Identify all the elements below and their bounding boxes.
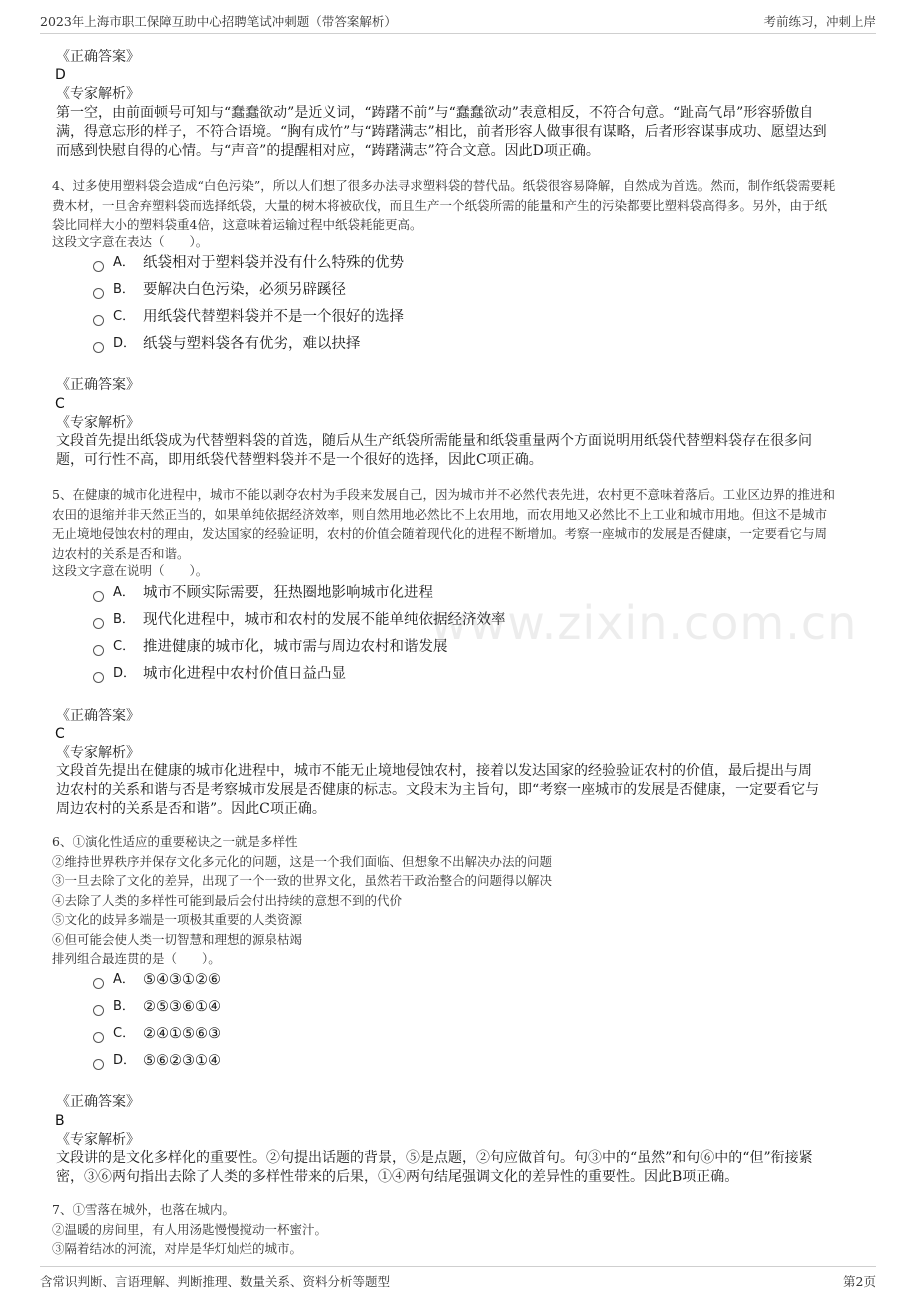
option-text: 用纸袋代替塑料袋并不是一个很好的选择: [143, 309, 404, 325]
expl-line: 文段首先提出纸袋成为代替塑料袋的首选，随后从生产纸袋所需能量和纸袋重量两个方面说明用纸袋代替塑料袋存在很多问: [56, 433, 812, 449]
q6-prompt: 排列组合最连贯的是（ ）。: [52, 951, 221, 966]
stem-line: 农田的退缩并非天然正当的，如果单纯依据经济效率，则自然用地必然比不上农用地，而农用地又必然比不上工业和城市用地。但这不是城市: [52, 506, 828, 522]
option-text: ⑤④③①②⑥: [143, 972, 221, 988]
expl-line: 密，③⑥两句指出去除了人类的多样性带来的后果，①④两句结尾强调文化的差异性的重要性。因此B项正确。: [56, 1169, 739, 1185]
stem-line: 袋比同样大小的塑料袋重4倍，这意味着运输过程中纸袋耗能更高。: [52, 217, 423, 232]
expl-line: 满，得意忘形的样子，不符合语境。“胸有成竹”与“踌躇满志”相比，前者形容人做事很有谋略，后者形容谋事成功、愿望达到: [56, 124, 827, 140]
radio-icon[interactable]: [93, 315, 104, 326]
q4-option-b[interactable]: [93, 280, 346, 300]
stem-line: 费木材，一旦舍弃塑料袋而选择纸袋，大量的树木将被砍伐，而且生产一个纸袋所需的能量和产生的污染都要比塑料袋高得多。另外，由于纸: [52, 197, 828, 213]
radio-icon[interactable]: [93, 1059, 104, 1070]
q4-answer-heading: 《正确答案》: [56, 377, 140, 393]
watermark: www.zixin.com.cn: [430, 596, 858, 650]
q4-option-d[interactable]: [93, 334, 361, 354]
q4-option-a[interactable]: [93, 253, 404, 273]
option-letter: C．: [113, 309, 136, 324]
q4-explanation: [56, 432, 866, 470]
q4-expl-heading: 《专家解析》: [56, 415, 140, 431]
page-footer: [40, 1266, 876, 1292]
q4-option-c[interactable]: [93, 307, 404, 327]
q4-stem: [52, 176, 872, 235]
q6-expl-heading: 《专家解析》: [56, 1132, 140, 1148]
q4-answer-letter: C: [55, 396, 65, 412]
q3-answer-letter: D: [55, 67, 66, 83]
q6-option-b[interactable]: [93, 997, 221, 1017]
q5-explanation: [56, 762, 866, 819]
q3-answer-heading: 《正确答案》: [56, 49, 140, 65]
expl-line: 文段讲的是文化多样化的重要性。②句提出话题的背景，⑤是点题，②句应做首句。句③中的“虽然”和句⑥中的“但”衔接紧: [56, 1150, 813, 1166]
option-text: 纸袋与塑料袋各有优劣，难以抉择: [143, 336, 361, 352]
expl-line: 文段首先提出在健康的城市化进程中，城市不能无止境地侵蚀农村，接着以发达国家的经验验证农村的价值，最后提出与周: [56, 763, 812, 779]
option-letter: C．: [113, 1026, 136, 1041]
radio-icon[interactable]: [93, 978, 104, 989]
stem-line: ③隔着结冰的河流，对岸是华灯灿烂的城市。: [52, 1241, 303, 1256]
expl-line: 边农村的关系和谐与否是考察城市发展是否健康的标志。文段末为主旨句，即“考察一座城市的发展是否健康，一定要看它与: [56, 782, 820, 798]
option-letter: D．: [113, 666, 137, 681]
option-letter: C．: [113, 639, 136, 654]
option-text: ②④①⑤⑥③: [143, 1026, 221, 1042]
radio-icon[interactable]: [93, 261, 104, 272]
q5-prompt: 这段文字意在说明（ ）。: [52, 563, 209, 578]
stem-line: 6、①演化性适应的重要秘诀之一就是多样性: [52, 834, 298, 849]
footer-topics: 含常识判断、言语理解、判断推理、数量关系、资料分析等题型: [40, 1274, 391, 1289]
q6-option-a[interactable]: [93, 970, 221, 990]
q6-option-d[interactable]: [93, 1051, 221, 1071]
stem-line: ②温暖的房间里，有人用汤匙慢慢搅动一杯蜜汁。: [52, 1221, 328, 1237]
option-text: 城市不顾实际需要，狂热圈地影响城市化进程: [143, 585, 433, 601]
option-letter: B．: [113, 282, 135, 297]
q6-stem: [52, 832, 872, 949]
expl-line: 第一空，由前面顿号可知与“蠢蠢欲动”是近义词，“踌躇不前”与“蠢蠢欲动”表意相反，不符合句意。“趾高气昂”形容骄傲自: [56, 105, 814, 121]
option-letter: A．: [113, 255, 135, 270]
stem-line: 7、①雪落在城外，也落在城内。: [52, 1202, 235, 1217]
radio-icon[interactable]: [93, 1032, 104, 1043]
option-text: 要解决白色污染，必须另辟蹊径: [143, 282, 346, 298]
q3-explanation: [56, 104, 866, 161]
header-slogan: 考前练习，冲刺上岸: [763, 14, 876, 29]
q5-answer-letter: C: [55, 726, 65, 742]
option-text: 推进健康的城市化，城市需与周边农村和谐发展: [143, 639, 448, 655]
stem-line: ③一旦去除了文化的差异，出现了一个一致的世界文化，虽然若干政治整合的问题得以解决: [52, 873, 553, 888]
radio-icon[interactable]: [93, 1005, 104, 1016]
expl-line: 题，可行性不高，即用纸袋代替塑料袋并不是一个很好的选择，因此C项正确。: [56, 452, 543, 468]
radio-icon[interactable]: [93, 618, 104, 629]
q5-option-a[interactable]: [93, 583, 433, 603]
radio-icon[interactable]: [93, 672, 104, 683]
q6-explanation: [56, 1149, 866, 1187]
page-header: [40, 10, 876, 34]
q4-prompt: 这段文字意在表达（ ）。: [52, 234, 209, 249]
radio-icon[interactable]: [93, 591, 104, 602]
option-letter: B．: [113, 612, 135, 627]
option-text: 现代化进程中，城市和农村的发展不能单纯依据经济效率: [143, 612, 506, 628]
expl-line: 而感到快慰自得的心情。与“声音”的提醒相对应，“踌躇满志”符合文意。因此D项正确。: [56, 143, 600, 159]
q6-answer-letter: B: [55, 1113, 65, 1129]
option-letter: A．: [113, 585, 135, 600]
header-title: 2023年上海市职工保障互助中心招聘笔试冲刺题（带答案解析）: [40, 14, 397, 29]
stem-line: ⑤文化的歧异多端是一项极其重要的人类资源: [52, 912, 303, 927]
radio-icon[interactable]: [93, 342, 104, 353]
option-letter: D．: [113, 336, 137, 351]
option-letter: B．: [113, 999, 135, 1014]
stem-line: ⑥但可能会使人类一切智慧和理想的源泉枯竭: [52, 931, 303, 947]
page-number: 第2页: [843, 1274, 876, 1289]
q5-stem: [52, 485, 872, 563]
stem-line: 无止境地侵蚀农村的理由，发达国家的经验证明，农村的价值会随着现代化的进程不断增加。考察一座城市的发展是否健康，一定要看它与周: [52, 526, 828, 541]
option-text: ⑤⑥②③①④: [143, 1053, 221, 1069]
q6-answer-heading: 《正确答案》: [56, 1094, 140, 1110]
option-text: 城市化进程中农村价值日益凸显: [143, 666, 346, 682]
expl-line: 周边农村的关系是否和谐”。因此C项正确。: [56, 801, 326, 817]
radio-icon[interactable]: [93, 288, 104, 299]
q5-option-d[interactable]: [93, 664, 346, 684]
q5-option-b[interactable]: [93, 610, 506, 630]
stem-line: ④去除了人类的多样性可能到最后会付出持续的意想不到的代价: [52, 892, 403, 908]
q5-option-c[interactable]: [93, 637, 448, 657]
stem-line: 4、过多使用塑料袋会造成“白色污染”，所以人们想了很多办法寻求塑料袋的替代品。纸袋很容易降解，自然成为首选。然而，制作纸袋需要耗: [52, 178, 836, 193]
q3-expl-heading: 《专家解析》: [56, 86, 140, 102]
option-text: ②⑤③⑥①④: [143, 999, 221, 1015]
option-text: 纸袋相对于塑料袋并没有什么特殊的优势: [143, 255, 404, 271]
stem-line: 边农村的关系是否和谐。: [52, 545, 190, 561]
stem-line: 5、在健康的城市化进程中，城市不能以剥夺农村为手段来发展自己，因为城市并不必然代表先进，农村更不意味着落后。工业区边界的推进和: [52, 487, 835, 502]
stem-line: ②维持世界秩序并保存文化多元化的问题，这是一个我们面临、但想象不出解决办法的问题: [52, 853, 553, 869]
q6-option-c[interactable]: [93, 1024, 221, 1044]
option-letter: D．: [113, 1053, 137, 1068]
q7-stem: [52, 1200, 872, 1259]
radio-icon[interactable]: [93, 645, 104, 656]
q5-answer-heading: 《正确答案》: [56, 708, 140, 724]
option-letter: A．: [113, 972, 135, 987]
q5-expl-heading: 《专家解析》: [56, 745, 140, 761]
